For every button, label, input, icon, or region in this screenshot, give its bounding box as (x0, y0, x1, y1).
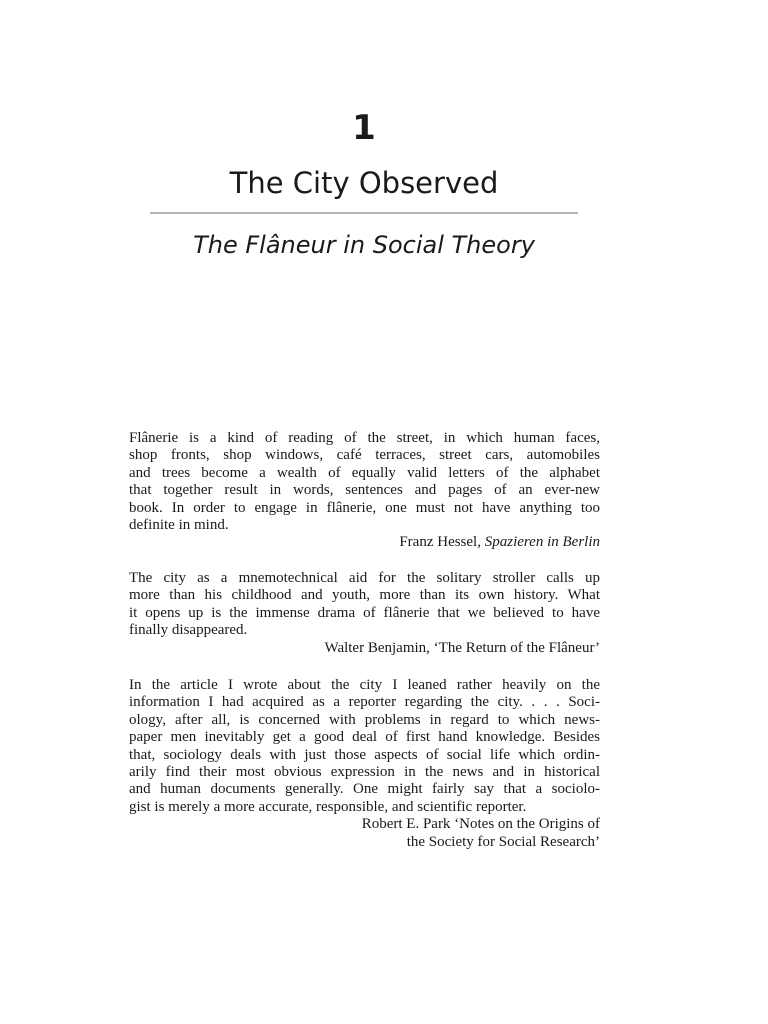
epigraph-line: Flânerie is a kind of reading of the street, in which human faces, (129, 430, 600, 446)
epigraph-line: information I had acquired as a reporter regarding the city. . . . Soci- (129, 694, 600, 711)
chapter-number: 1 (352, 108, 376, 148)
epigraph-line: it opens up is the immense drama of flânerie that we believed to have (129, 604, 600, 621)
epigraph-attribution: the Society for Social Research’ (406, 833, 600, 850)
epigraph-line: ology, after all, is concerned with problems in regard to which news- (129, 711, 600, 728)
epigraph-line: gist is merely a more accurate, responsible, and scientific reporter. (129, 798, 527, 815)
attribution-source-title: Spazieren in Berlin (484, 534, 600, 551)
chapter-title: The City Observed (229, 166, 499, 200)
epigraph-line: paper men inevitably get a good deal of first hand knowledge. Besides (129, 729, 600, 746)
epigraph-line: In the article I wrote about the city I leaned rather heavily on the (129, 677, 600, 693)
epigraph-line: arily find their most obvious expression in the news and in historical (129, 764, 600, 781)
epigraph-attribution: Walter Benjamin, ‘The Return of the Flâneur’ (324, 639, 600, 656)
title-divider (150, 212, 578, 214)
attribution-author: Franz Hessel, (399, 534, 485, 551)
epigraph-line: and human documents generally. One might fairly say that a sociolo- (129, 781, 600, 798)
epigraph-line: book. In order to engage in flânerie, one must not have anything too (129, 499, 600, 516)
epigraph-attribution (129, 534, 600, 551)
epigraph-attribution: Robert E. Park ‘Notes on the Origins of (361, 816, 600, 833)
epigraph-line: finally disappeared. (129, 622, 248, 639)
epigraph-hessel (129, 430, 600, 552)
epigraph-line: shop fronts, shop windows, café terraces, street cars, automobiles (129, 447, 600, 464)
epigraph-line: that together result in words, sentences and pages of an ever-new (129, 482, 600, 499)
epigraph-line: The city as a mnemotechnical aid for the solitary stroller calls up (129, 570, 600, 586)
epigraph-line: definite in mind. (129, 517, 229, 534)
chapter-subtitle: The Flâneur in Social Theory (193, 231, 535, 259)
epigraph-park (129, 677, 600, 851)
epigraph-line: more than his childhood and youth, more than its own history. What (129, 587, 600, 604)
epigraph-benjamin (129, 570, 600, 657)
epigraph-line: that, sociology deals with just those aspects of social life which ordin- (129, 746, 600, 763)
epigraph-line: and trees become a wealth of equally valid letters of the alphabet (129, 464, 600, 481)
